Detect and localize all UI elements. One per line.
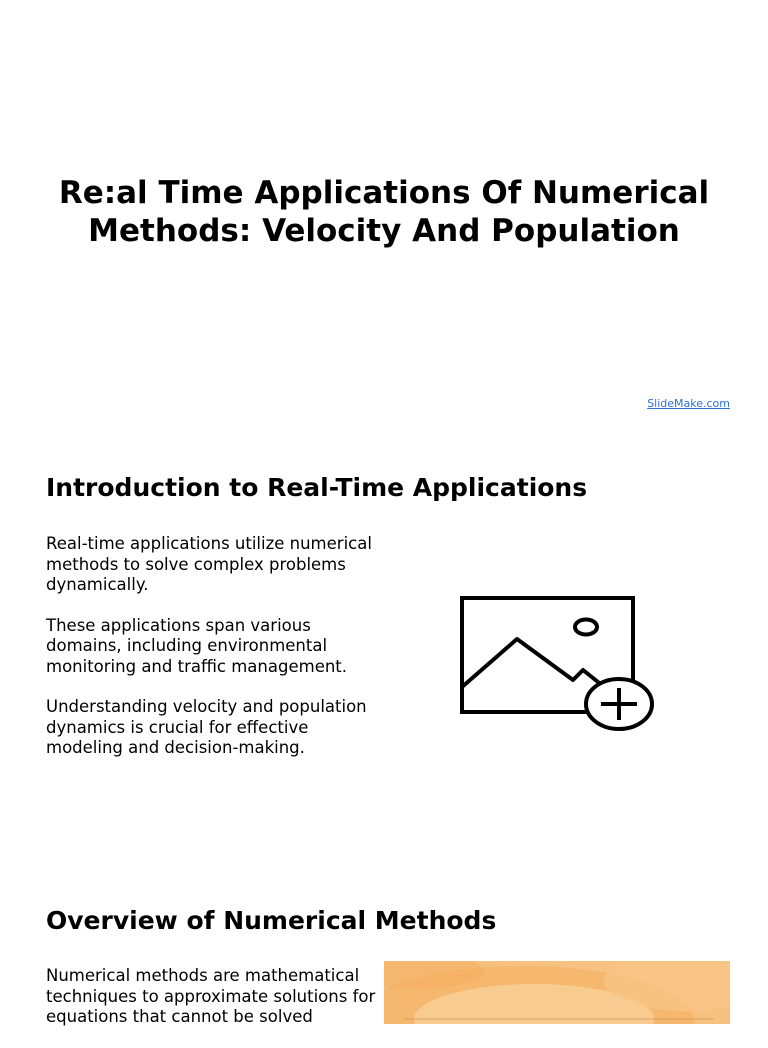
page-title: Re:al Time Applications Of Numerical Methods: Velocity And Population [58, 175, 710, 249]
paragraph: Numerical methods are mathematical techniques to approximate solutions for equations that cannot be solved [46, 966, 376, 1026]
overview-text [46, 966, 386, 1048]
section-heading-overview: Overview of Numerical Methods [46, 906, 497, 935]
paragraph: These applications span various domains, including environmental monitoring and traffic management. [46, 615, 348, 676]
section-image [384, 961, 730, 1024]
paragraph: Understanding velocity and population dynamics is crucial for effective modeling and decision-making. [46, 697, 367, 757]
introduction-text [46, 534, 386, 779]
paragraph: Real-time applications utilize numerical methods to solve complex problems dynamically. [46, 534, 372, 594]
section-heading-introduction: Introduction to Real-Time Applications [46, 473, 588, 502]
add-image-icon [455, 592, 660, 734]
slidemake-link[interactable]: SlideMake.com [647, 397, 730, 410]
